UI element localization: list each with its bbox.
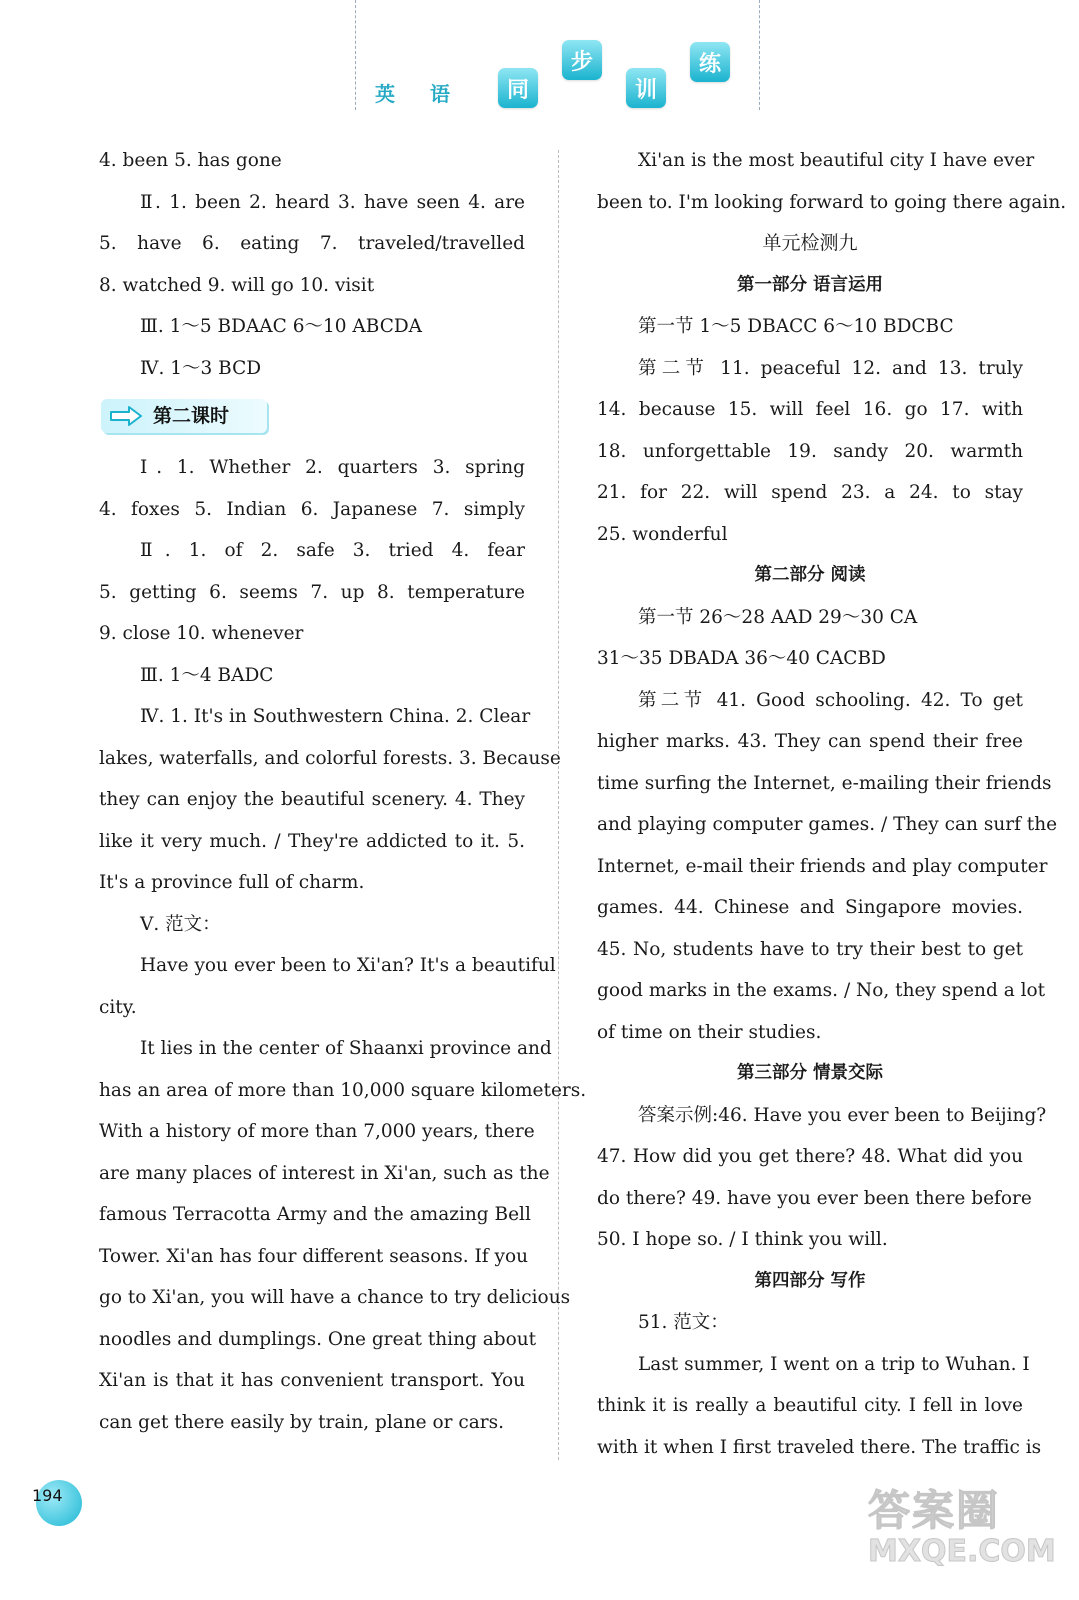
answer-line: Ⅲ. 1～5 BDAAC 6～10 ABCDA bbox=[140, 316, 423, 337]
lesson-banner bbox=[99, 389, 525, 447]
essay-line: Tower. Xi'an has four different seasons. If you bbox=[99, 1245, 529, 1267]
answer-line: time surfing the Internet, e-mailing their friends bbox=[597, 772, 1052, 794]
answer-line: Ⅳ. 1～3 BCD bbox=[140, 357, 262, 379]
answer-line: Ⅳ. 1. It's in Southwestern China. 2. Clear bbox=[140, 706, 531, 727]
answer-line: 4. foxes 5. Indian 6. Japanese 7. simply bbox=[99, 498, 525, 520]
essay-line: are many places of interest in Xi'an, such as the bbox=[99, 1162, 550, 1184]
answer-line: Ⅰ. 1. Whether 2. quarters 3. spring bbox=[140, 457, 525, 478]
header-char-yu: 语 bbox=[430, 82, 450, 106]
essay-line: been to. I'm looking forward to going there again. bbox=[597, 191, 1067, 213]
essay-line: famous Terracotta Army and the amazing Bell bbox=[99, 1204, 531, 1225]
watermark-logo bbox=[868, 1478, 1068, 1598]
answer-line: 5. getting 6. seems 7. up 8. temperature bbox=[99, 581, 525, 603]
answer-line: 答案示例:46. Have you ever been to Beijing? bbox=[638, 1104, 1047, 1126]
arrow-right-icon bbox=[109, 405, 143, 427]
answer-line: and playing computer games. / They can surf the bbox=[597, 814, 1058, 835]
answer-line: of time on their studies. bbox=[597, 1021, 822, 1043]
answer-line: Internet, e-mail their friends and play computer bbox=[597, 855, 1048, 877]
answer-line: they can enjoy the beautiful scenery. 4. They bbox=[99, 789, 525, 810]
answer-line: games. 44. Chinese and Singapore movies. bbox=[597, 897, 1023, 918]
essay-heading: Ⅴ. 范文： bbox=[140, 913, 221, 935]
answer-line: do there? 49. have you ever been there before bbox=[597, 1187, 1032, 1209]
answer-line: 21. for 22. will spend 23. a 24. to stay bbox=[597, 482, 1023, 503]
section-heading: 第二部分 阅读 bbox=[754, 565, 866, 585]
answer-line: 第一节 26～28 AAD 29～30 CA bbox=[638, 606, 918, 628]
header-rule-right bbox=[759, 0, 760, 110]
lesson-banner-box bbox=[101, 399, 267, 433]
answer-line: higher marks. 43. They can spend their free bbox=[597, 731, 1023, 752]
header-char-ying: 英 bbox=[375, 82, 395, 106]
answer-line: 第二节 41. Good schooling. 42. To get bbox=[638, 689, 1023, 711]
left-column bbox=[99, 140, 587, 1443]
essay-line: city. bbox=[99, 996, 137, 1018]
answer-line: 47. How did you get there? 48. What did you bbox=[597, 1146, 1023, 1167]
section-heading: 第三部分 情景交际 bbox=[736, 1063, 884, 1083]
answer-line: 9. close 10. whenever bbox=[99, 623, 304, 644]
answer-line: It's a province full of charm. bbox=[99, 872, 365, 893]
answer-line: good marks in the exams. / No, they spend a lot bbox=[597, 980, 1046, 1001]
essay-line: go to Xi'an, you will have a chance to try delicious bbox=[99, 1287, 571, 1308]
essay-line: has an area of more than 10,000 square kilometers. bbox=[99, 1079, 587, 1101]
answer-line: 第一节 1～5 DBACC 6～10 BDCBC bbox=[638, 316, 954, 337]
header-tile-xun: 训 bbox=[626, 68, 666, 108]
right-column bbox=[597, 140, 1067, 1468]
watermark-top: 答案圈 bbox=[868, 1486, 1001, 1535]
answer-line: 14. because 15. will feel 16. go 17. with bbox=[597, 399, 1023, 420]
header-tile-tong: 同 bbox=[498, 68, 538, 108]
answer-line: 5. have 6. eating 7. traveled/travelled bbox=[99, 233, 525, 254]
essay-line: with it when I first traveled there. The traffic is bbox=[597, 1436, 1042, 1458]
answer-line: Ⅲ. 1～4 BADC bbox=[140, 664, 274, 686]
section-heading: 第四部分 写作 bbox=[754, 1270, 866, 1291]
essay-line: With a history of more than 7,000 years, there bbox=[99, 1121, 535, 1142]
answer-line: lakes, waterfalls, and colorful forests. 3. Because bbox=[99, 747, 561, 769]
lesson-title: 第二课时 bbox=[153, 405, 230, 427]
essay-heading: 51. 范文： bbox=[638, 1312, 729, 1333]
essay-line: can get there easily by train, plane or cars. bbox=[99, 1411, 504, 1433]
answer-line: Ⅱ. 1. been 2. heard 3. have seen 4. are bbox=[140, 191, 525, 213]
header-rule-left bbox=[355, 0, 356, 110]
essay-line: think it is really a beautiful city. I fell in love bbox=[597, 1395, 1023, 1416]
book-header bbox=[355, 0, 760, 112]
answer-line: 25. wonderful bbox=[597, 523, 728, 545]
answer-line: Ⅱ. 1. of 2. safe 3. tried 4. fear bbox=[140, 540, 525, 561]
page-number: 194 bbox=[32, 1486, 63, 1505]
answer-line: 8. watched 9. will go 10. visit bbox=[99, 274, 375, 296]
header-tile-lian: 练 bbox=[690, 42, 730, 82]
essay-line: Xi'an is the most beautiful city I have ever bbox=[638, 150, 1035, 171]
answer-line: 50. I hope so. / I think you will. bbox=[597, 1229, 888, 1250]
watermark-bottom: MXQE.COM bbox=[868, 1534, 1056, 1569]
answer-line: 31～35 DBADA 36～40 CACBD bbox=[597, 648, 886, 669]
header-tile-bu: 步 bbox=[562, 40, 602, 80]
answer-line: 45. No, students have to try their best to get bbox=[597, 938, 1023, 960]
unit-test-title: 单元检测九 bbox=[762, 232, 858, 254]
essay-line: Xi'an is that it has convenient transport. You bbox=[99, 1370, 525, 1391]
answer-line: like it very much. / They're addicted to it. 5. bbox=[99, 830, 525, 852]
essay-line: noodles and dumplings. One great thing about bbox=[99, 1328, 537, 1350]
answer-line: 4. been 5. has gone bbox=[99, 150, 282, 171]
section-heading: 第一部分 语言运用 bbox=[736, 274, 884, 295]
answer-line: 第二节 11. peaceful 12. and 13. truly bbox=[638, 357, 1023, 379]
essay-line: It lies in the center of Shaanxi province and bbox=[140, 1038, 552, 1059]
page-number-badge bbox=[32, 1480, 82, 1526]
essay-line: Last summer, I went on a trip to Wuhan. I bbox=[638, 1353, 1030, 1375]
column-divider bbox=[558, 150, 559, 1460]
essay-line: Have you ever been to Xi'an? It's a beautiful bbox=[140, 955, 556, 976]
answer-line: 18. unforgettable 19. sandy 20. warmth bbox=[597, 440, 1023, 462]
